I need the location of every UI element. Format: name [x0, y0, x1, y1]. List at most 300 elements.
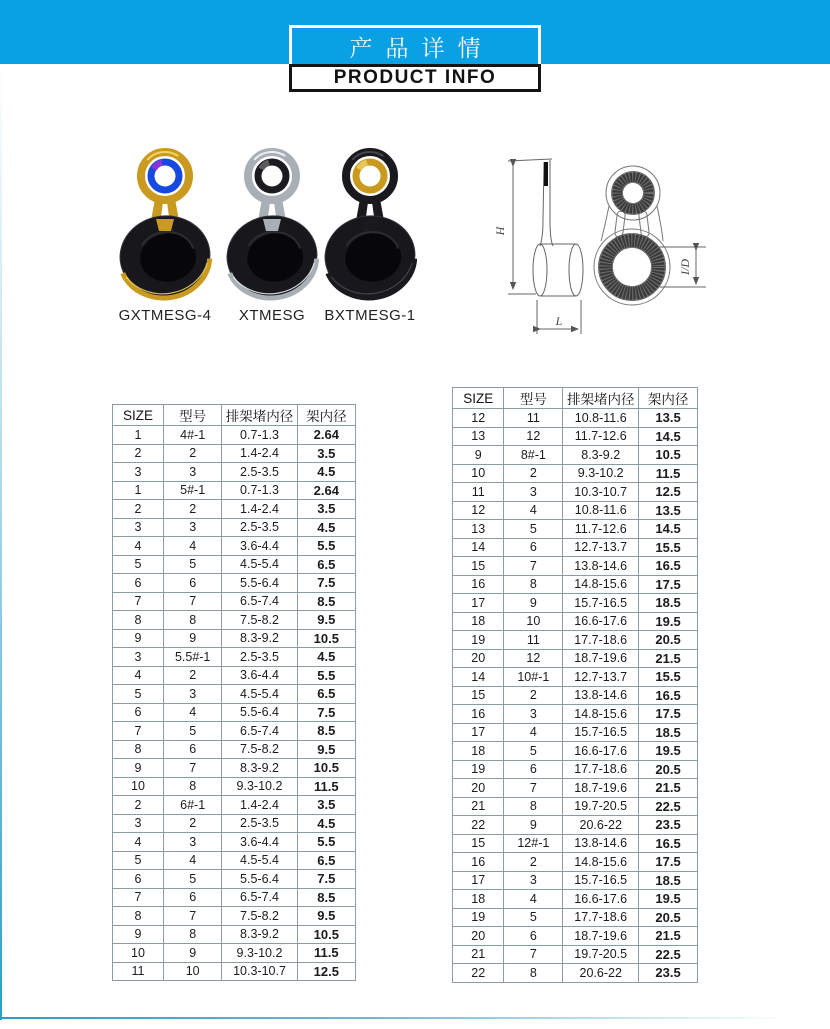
dimension-diagram — [480, 150, 770, 350]
cell-frame-inner-dia: 8.5 — [297, 722, 355, 741]
cell-size: 13 — [453, 520, 504, 539]
cell-frame-inner-dia: 18.5 — [639, 871, 698, 890]
cell-plug-inner-dia: 15.7-16.5 — [563, 594, 639, 613]
cell-model: 3 — [164, 833, 222, 852]
table-row — [113, 463, 356, 482]
cell-model: 2 — [164, 500, 222, 519]
cell-model: 3 — [504, 705, 563, 724]
cell-frame-inner-dia: 20.5 — [639, 908, 698, 927]
cell-frame-inner-dia: 2.64 — [297, 481, 355, 500]
cell-frame-inner-dia: 17.5 — [639, 705, 698, 724]
table-row — [113, 722, 356, 741]
cell-size: 17 — [453, 871, 504, 890]
cell-model: 12 — [504, 649, 563, 668]
cell-model: 11 — [504, 409, 563, 428]
cell-frame-inner-dia: 16.5 — [639, 834, 698, 853]
table-row — [113, 592, 356, 611]
cell-size: 22 — [453, 816, 504, 835]
cell-plug-inner-dia: 7.5-8.2 — [222, 907, 297, 926]
cell-plug-inner-dia: 4.5-5.4 — [222, 555, 297, 574]
product-figure-xtmesg — [222, 140, 322, 324]
cell-frame-inner-dia: 5.5 — [297, 666, 355, 685]
cell-plug-inner-dia: 5.5-6.4 — [222, 574, 297, 593]
cell-frame-inner-dia: 4.5 — [297, 814, 355, 833]
table-row — [453, 797, 698, 816]
cell-model: 5 — [164, 870, 222, 889]
cell-size: 14 — [453, 538, 504, 557]
cell-model: 12#-1 — [504, 834, 563, 853]
cell-frame-inner-dia: 6.5 — [297, 685, 355, 704]
guide-ring-image — [115, 140, 215, 304]
cell-model: 6 — [164, 574, 222, 593]
product-figure-bxtmesg1 — [320, 140, 420, 324]
table-row — [113, 944, 356, 963]
cell-model: 8 — [504, 964, 563, 983]
cell-size: 6 — [113, 870, 164, 889]
cell-frame-inner-dia: 7.5 — [297, 703, 355, 722]
cell-size: 2 — [113, 500, 164, 519]
cell-frame-inner-dia: 7.5 — [297, 574, 355, 593]
table-row — [113, 444, 356, 463]
cell-plug-inner-dia: 7.5-8.2 — [222, 611, 297, 630]
cell-plug-inner-dia: 15.7-16.5 — [563, 871, 639, 890]
tech-drawing — [480, 150, 770, 350]
cell-frame-inner-dia: 19.5 — [639, 742, 698, 761]
cell-plug-inner-dia: 6.5-7.4 — [222, 888, 297, 907]
cell-plug-inner-dia: 0.7-1.3 — [222, 426, 297, 445]
cell-frame-inner-dia: 15.5 — [639, 538, 698, 557]
table-row — [113, 611, 356, 630]
table-row — [113, 851, 356, 870]
cell-model: 2 — [504, 853, 563, 872]
cell-plug-inner-dia: 10.3-10.7 — [563, 483, 639, 502]
cell-model: 6 — [504, 760, 563, 779]
cell-frame-inner-dia: 6.5 — [297, 555, 355, 574]
cell-model: 5 — [164, 722, 222, 741]
cell-frame-inner-dia: 17.5 — [639, 575, 698, 594]
cell-model: 2 — [164, 666, 222, 685]
table-row — [113, 574, 356, 593]
cell-size: 20 — [453, 779, 504, 798]
cell-model: 12 — [504, 427, 563, 446]
cell-size: 3 — [113, 648, 164, 667]
cell-size: 13 — [453, 427, 504, 446]
guide-ring-image — [222, 140, 322, 304]
cell-model: 8 — [504, 797, 563, 816]
cell-plug-inner-dia: 20.6-22 — [563, 964, 639, 983]
cell-model: 9 — [164, 629, 222, 648]
cell-size: 11 — [113, 962, 164, 981]
cell-plug-inner-dia: 14.8-15.6 — [563, 575, 639, 594]
cell-frame-inner-dia: 13.5 — [639, 409, 698, 428]
cell-model: 5 — [164, 555, 222, 574]
cell-plug-inner-dia: 16.6-17.6 — [563, 742, 639, 761]
cell-size: 9 — [113, 759, 164, 778]
table-row — [453, 483, 698, 502]
cell-model: 11 — [504, 631, 563, 650]
header-box — [289, 25, 541, 92]
cell-plug-inner-dia: 13.8-14.6 — [563, 686, 639, 705]
cell-size: 1 — [113, 426, 164, 445]
cell-size: 21 — [453, 797, 504, 816]
cell-model: 9 — [504, 594, 563, 613]
cell-model: 3 — [164, 685, 222, 704]
cell-model: 5 — [504, 520, 563, 539]
cell-frame-inner-dia: 16.5 — [639, 686, 698, 705]
table-row — [453, 520, 698, 539]
cell-frame-inner-dia: 6.5 — [297, 851, 355, 870]
cell-plug-inner-dia: 10.8-11.6 — [563, 409, 639, 428]
cell-size: 6 — [113, 574, 164, 593]
table-row — [113, 518, 356, 537]
table-row — [453, 964, 698, 983]
cell-model: 10 — [164, 962, 222, 981]
table-row — [453, 649, 698, 668]
guide-ring-image — [320, 140, 420, 304]
table-row — [453, 816, 698, 835]
cell-plug-inner-dia: 14.8-15.6 — [563, 853, 639, 872]
cell-size: 19 — [453, 908, 504, 927]
cell-frame-inner-dia: 21.5 — [639, 927, 698, 946]
cell-model: 8 — [164, 925, 222, 944]
cell-size: 12 — [453, 501, 504, 520]
cell-plug-inner-dia: 18.7-19.6 — [563, 649, 639, 668]
cell-plug-inner-dia: 20.6-22 — [563, 816, 639, 835]
cell-plug-inner-dia: 1.4-2.4 — [222, 796, 297, 815]
cell-plug-inner-dia: 2.5-3.5 — [222, 518, 297, 537]
cell-model: 6 — [164, 888, 222, 907]
cell-plug-inner-dia: 17.7-18.6 — [563, 760, 639, 779]
table-row — [453, 723, 698, 742]
cell-frame-inner-dia: 11.5 — [639, 464, 698, 483]
cell-frame-inner-dia: 10.5 — [639, 446, 698, 465]
column-header: 排架堵内径 — [563, 388, 639, 409]
table-row — [113, 870, 356, 889]
cell-model: 4 — [164, 537, 222, 556]
cell-frame-inner-dia: 18.5 — [639, 723, 698, 742]
cell-frame-inner-dia: 3.5 — [297, 796, 355, 815]
cell-size: 18 — [453, 612, 504, 631]
cell-plug-inner-dia: 1.4-2.4 — [222, 444, 297, 463]
cell-frame-inner-dia: 14.5 — [639, 427, 698, 446]
table-row — [113, 666, 356, 685]
cell-plug-inner-dia: 2.5-3.5 — [222, 814, 297, 833]
cell-size: 4 — [113, 666, 164, 685]
cell-size: 4 — [113, 537, 164, 556]
dim-label-l: L — [555, 314, 563, 328]
product-label: XTMESG — [238, 307, 306, 324]
cell-frame-inner-dia: 23.5 — [639, 816, 698, 835]
cell-size: 5 — [113, 685, 164, 704]
cell-size: 20 — [453, 649, 504, 668]
cell-frame-inner-dia: 11.5 — [297, 944, 355, 963]
cell-plug-inner-dia: 11.7-12.6 — [563, 427, 639, 446]
cell-model: 9 — [164, 944, 222, 963]
cell-model: 8 — [504, 575, 563, 594]
cell-size: 3 — [113, 814, 164, 833]
cell-plug-inner-dia: 17.7-18.6 — [563, 631, 639, 650]
table-row — [453, 705, 698, 724]
cell-frame-inner-dia: 3.5 — [297, 500, 355, 519]
cell-plug-inner-dia: 17.7-18.6 — [563, 908, 639, 927]
column-header: 架内径 — [639, 388, 698, 409]
cell-model: 7 — [504, 945, 563, 964]
cell-plug-inner-dia: 8.3-9.2 — [222, 759, 297, 778]
cell-frame-inner-dia: 9.5 — [297, 740, 355, 759]
cell-model: 3 — [164, 518, 222, 537]
cell-size: 17 — [453, 594, 504, 613]
cell-size: 12 — [453, 409, 504, 428]
cell-plug-inner-dia: 6.5-7.4 — [222, 722, 297, 741]
cell-plug-inner-dia: 9.3-10.2 — [222, 777, 297, 796]
table-row — [453, 575, 698, 594]
cell-model: 5#-1 — [164, 481, 222, 500]
cell-frame-inner-dia: 17.5 — [639, 853, 698, 872]
cell-frame-inner-dia: 8.5 — [297, 888, 355, 907]
cell-frame-inner-dia: 23.5 — [639, 964, 698, 983]
cell-model: 5 — [504, 742, 563, 761]
cell-model: 3 — [504, 483, 563, 502]
cell-model: 6 — [504, 538, 563, 557]
column-header: SIZE — [113, 405, 164, 426]
cell-frame-inner-dia: 9.5 — [297, 907, 355, 926]
cell-size: 7 — [113, 888, 164, 907]
cell-model: 2 — [164, 814, 222, 833]
cell-plug-inner-dia: 16.6-17.6 — [563, 612, 639, 631]
table-row — [113, 629, 356, 648]
cell-frame-inner-dia: 22.5 — [639, 945, 698, 964]
cell-model: 4#-1 — [164, 426, 222, 445]
cell-plug-inner-dia: 4.5-5.4 — [222, 851, 297, 870]
table-header-row — [453, 388, 698, 409]
table-row — [113, 888, 356, 907]
cell-model: 10#-1 — [504, 668, 563, 687]
cell-plug-inner-dia: 12.7-13.7 — [563, 538, 639, 557]
cell-size: 18 — [453, 742, 504, 761]
cell-plug-inner-dia: 10.8-11.6 — [563, 501, 639, 520]
cell-size: 17 — [453, 723, 504, 742]
cell-plug-inner-dia: 14.8-15.6 — [563, 705, 639, 724]
cell-frame-inner-dia: 21.5 — [639, 649, 698, 668]
table-row — [453, 464, 698, 483]
cell-model: 6 — [164, 740, 222, 759]
cell-model: 7 — [164, 592, 222, 611]
cell-size: 7 — [113, 592, 164, 611]
cell-plug-inner-dia: 8.3-9.2 — [563, 446, 639, 465]
cell-frame-inner-dia: 5.5 — [297, 537, 355, 556]
cell-size: 15 — [453, 557, 504, 576]
cell-plug-inner-dia: 3.6-4.4 — [222, 537, 297, 556]
table-row — [113, 426, 356, 445]
cell-model: 4 — [504, 890, 563, 909]
cell-plug-inner-dia: 1.4-2.4 — [222, 500, 297, 519]
cell-size: 9 — [113, 629, 164, 648]
table-row — [113, 685, 356, 704]
cell-frame-inner-dia: 14.5 — [639, 520, 698, 539]
cell-model: 10 — [504, 612, 563, 631]
cell-frame-inner-dia: 10.5 — [297, 629, 355, 648]
cell-size: 4 — [113, 833, 164, 852]
table-row — [113, 814, 356, 833]
table-row — [113, 759, 356, 778]
table-row — [113, 796, 356, 815]
cell-size: 14 — [453, 668, 504, 687]
cell-size: 22 — [453, 964, 504, 983]
cell-plug-inner-dia: 13.8-14.6 — [563, 834, 639, 853]
cell-model: 8 — [164, 777, 222, 796]
cell-plug-inner-dia: 5.5-6.4 — [222, 703, 297, 722]
table-row — [113, 537, 356, 556]
cell-plug-inner-dia: 18.7-19.6 — [563, 779, 639, 798]
column-header: SIZE — [453, 388, 504, 409]
cell-size: 16 — [453, 853, 504, 872]
table-row — [453, 538, 698, 557]
cell-model: 7 — [164, 759, 222, 778]
cell-size: 20 — [453, 927, 504, 946]
table-row — [453, 742, 698, 761]
cell-frame-inner-dia: 20.5 — [639, 760, 698, 779]
cell-plug-inner-dia: 8.3-9.2 — [222, 925, 297, 944]
table-row — [113, 777, 356, 796]
cell-model: 9 — [504, 816, 563, 835]
cell-frame-inner-dia: 19.5 — [639, 612, 698, 631]
table-row — [113, 481, 356, 500]
cell-frame-inner-dia: 12.5 — [639, 483, 698, 502]
product-label: GXTMESG-4 — [118, 307, 212, 324]
table-row — [113, 907, 356, 926]
product-label: BXTMESG-1 — [324, 307, 416, 324]
table-row — [453, 927, 698, 946]
cell-size: 19 — [453, 631, 504, 650]
cell-model: 2 — [504, 464, 563, 483]
table-row — [453, 908, 698, 927]
cell-size: 9 — [453, 446, 504, 465]
cell-plug-inner-dia: 15.7-16.5 — [563, 723, 639, 742]
bottom-frame-line — [0, 1017, 830, 1019]
table-row — [453, 834, 698, 853]
cell-frame-inner-dia: 2.64 — [297, 426, 355, 445]
cell-model: 4 — [504, 501, 563, 520]
page-title-cn: 产品详情 — [289, 25, 541, 64]
table-row — [113, 648, 356, 667]
cell-model: 8 — [164, 611, 222, 630]
cell-frame-inner-dia: 9.5 — [297, 611, 355, 630]
cell-frame-inner-dia: 10.5 — [297, 759, 355, 778]
cell-size: 3 — [113, 518, 164, 537]
table-row — [113, 833, 356, 852]
cell-plug-inner-dia: 7.5-8.2 — [222, 740, 297, 759]
cell-size: 19 — [453, 760, 504, 779]
cell-plug-inner-dia: 13.8-14.6 — [563, 557, 639, 576]
cell-size: 5 — [113, 555, 164, 574]
table-row — [453, 501, 698, 520]
cell-plug-inner-dia: 5.5-6.4 — [222, 870, 297, 889]
cell-plug-inner-dia: 19.7-20.5 — [563, 945, 639, 964]
column-header: 排架堵内径 — [222, 405, 297, 426]
cell-frame-inner-dia: 4.5 — [297, 463, 355, 482]
cell-plug-inner-dia: 18.7-19.6 — [563, 927, 639, 946]
table-row — [453, 779, 698, 798]
cell-frame-inner-dia: 18.5 — [639, 594, 698, 613]
cell-size: 15 — [453, 686, 504, 705]
cell-plug-inner-dia: 6.5-7.4 — [222, 592, 297, 611]
cell-model: 8#-1 — [504, 446, 563, 465]
table-row — [113, 925, 356, 944]
cell-frame-inner-dia: 22.5 — [639, 797, 698, 816]
table-row — [453, 427, 698, 446]
cell-frame-inner-dia: 10.5 — [297, 925, 355, 944]
dim-label-h: H — [493, 226, 507, 236]
cell-frame-inner-dia: 7.5 — [297, 870, 355, 889]
cell-model: 6 — [504, 927, 563, 946]
cell-model: 3 — [504, 871, 563, 890]
table-row — [453, 760, 698, 779]
table-row — [453, 853, 698, 872]
cell-frame-inner-dia: 4.5 — [297, 648, 355, 667]
cell-frame-inner-dia: 20.5 — [639, 631, 698, 650]
cell-plug-inner-dia: 16.6-17.6 — [563, 890, 639, 909]
cell-model: 5.5#-1 — [164, 648, 222, 667]
cell-plug-inner-dia: 12.7-13.7 — [563, 668, 639, 687]
table-row — [453, 612, 698, 631]
cell-model: 4 — [164, 851, 222, 870]
cell-model: 2 — [164, 444, 222, 463]
table-row — [453, 686, 698, 705]
cell-size: 16 — [453, 705, 504, 724]
cell-plug-inner-dia: 9.3-10.2 — [222, 944, 297, 963]
table-row — [453, 668, 698, 687]
cell-size: 6 — [113, 703, 164, 722]
cell-frame-inner-dia: 21.5 — [639, 779, 698, 798]
table-row — [113, 555, 356, 574]
cell-frame-inner-dia: 8.5 — [297, 592, 355, 611]
cell-plug-inner-dia: 9.3-10.2 — [563, 464, 639, 483]
cell-frame-inner-dia: 5.5 — [297, 833, 355, 852]
column-header: 型号 — [164, 405, 222, 426]
cell-plug-inner-dia: 4.5-5.4 — [222, 685, 297, 704]
cell-size: 5 — [113, 851, 164, 870]
cell-size: 10 — [113, 944, 164, 963]
table-row — [113, 703, 356, 722]
cell-model: 7 — [164, 907, 222, 926]
cell-frame-inner-dia: 19.5 — [639, 890, 698, 909]
cell-size: 15 — [453, 834, 504, 853]
cell-plug-inner-dia: 10.3-10.7 — [222, 962, 297, 981]
cell-size: 7 — [113, 722, 164, 741]
cell-model: 4 — [504, 723, 563, 742]
cell-size: 16 — [453, 575, 504, 594]
table-row — [453, 945, 698, 964]
product-figure-gxtmesg4 — [115, 140, 215, 324]
cell-plug-inner-dia: 0.7-1.3 — [222, 481, 297, 500]
cell-frame-inner-dia: 11.5 — [297, 777, 355, 796]
cell-size: 18 — [453, 890, 504, 909]
cell-size: 21 — [453, 945, 504, 964]
column-header: 型号 — [504, 388, 563, 409]
cell-model: 5 — [504, 908, 563, 927]
left-frame-line — [0, 64, 2, 1020]
cell-plug-inner-dia: 3.6-4.4 — [222, 666, 297, 685]
cell-frame-inner-dia: 4.5 — [297, 518, 355, 537]
cell-size: 2 — [113, 796, 164, 815]
cell-model: 6#-1 — [164, 796, 222, 815]
table-row — [453, 557, 698, 576]
cell-plug-inner-dia: 19.7-20.5 — [563, 797, 639, 816]
cell-size: 10 — [453, 464, 504, 483]
table-row — [453, 890, 698, 909]
cell-model: 2 — [504, 686, 563, 705]
table-row — [453, 594, 698, 613]
